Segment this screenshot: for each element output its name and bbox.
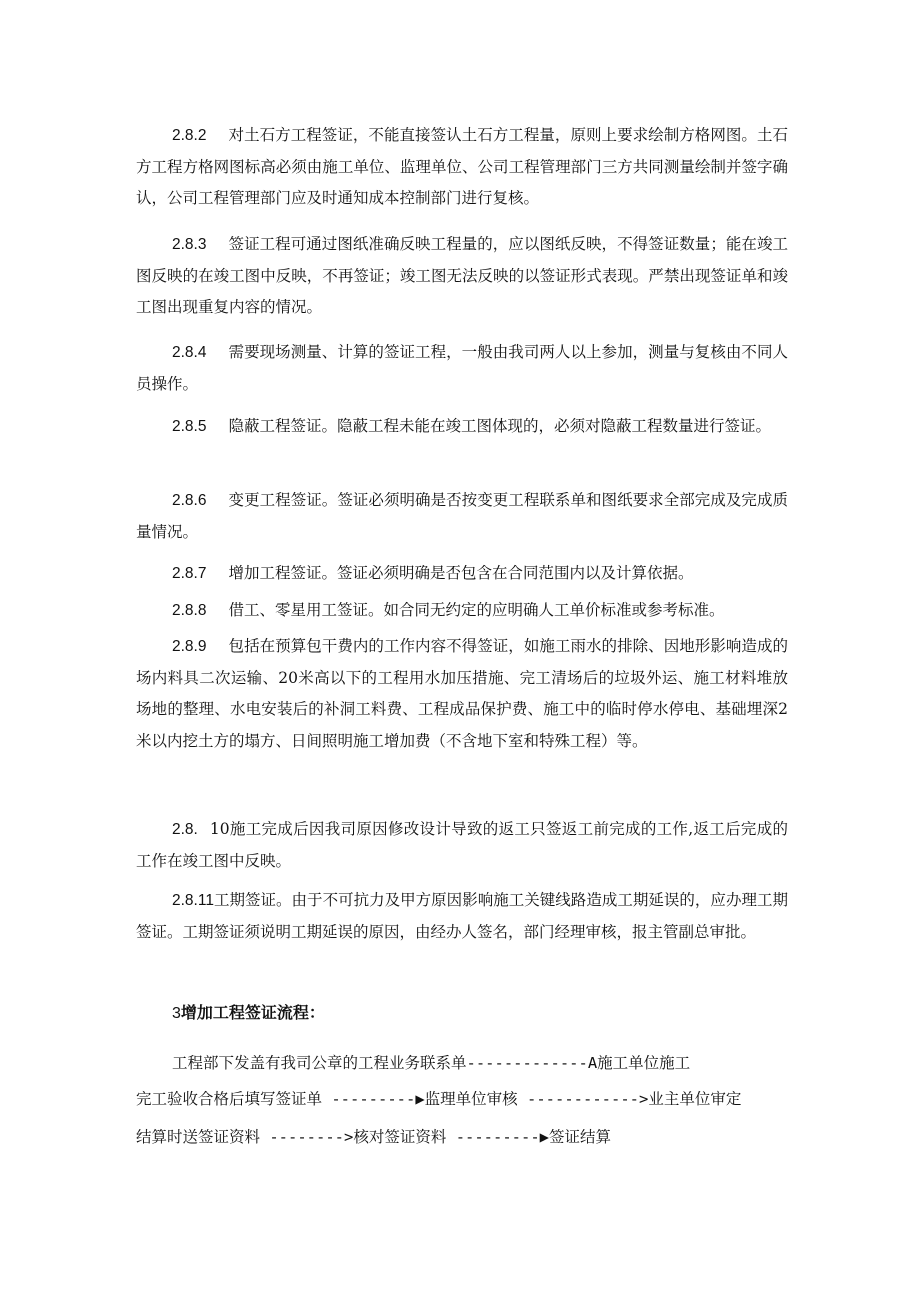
flow-arrow: -------------A [466,1054,598,1072]
section-text: 需要现场测量、计算的签证工程，一般由我司两人以上参加，测量与复核由不同人员操作。 [136,343,788,393]
flow-step: 签证结算 [549,1128,612,1146]
section-2-8-3 [136,229,788,324]
section-2-8-9 [136,631,788,757]
flow-step: 工程部下发盖有我司公章的工程业务联系单 [172,1054,467,1072]
section-number: 2.8.7 [172,565,207,582]
section-2-8-4 [136,337,788,400]
heading-text: 增加工程签证流程： [180,1003,325,1022]
section-2-8-11 [136,885,788,948]
flow-step: 结算时送签证资料 [136,1128,261,1146]
section-number: 2.8.3 [172,236,207,253]
flow-arrow: ------------> [517,1090,649,1108]
section-2-8-8 [136,595,788,627]
section-heading-3 [172,1000,325,1027]
flow-line-3 [136,1124,836,1150]
section-2-8-10 [136,814,788,877]
section-2-8-6 [136,485,788,548]
section-text: 签证工程可通过图纸准确反映工程量的，应以图纸反映，不得签证数量；能在竣工图反映的在竣工图中反映，不再签证；竣工图无法反映的以签证形式表现。严禁出现签证单和竣工图出现重复内容的情况。 [136,235,788,316]
section-number: 2.8.8 [172,602,207,619]
flow-step: 核对签证资料 [353,1128,447,1146]
heading-number: 3 [172,1005,181,1022]
section-number: 2.8.5 [172,418,207,435]
section-2-8-2 [136,120,788,215]
flow-step: 业主单位审定 [648,1090,742,1108]
flow-step: 施工单位施工 [597,1054,691,1072]
section-text: 借工、零星用工签证。如合同无约定的应明确人工单价标准或参考标准。 [228,601,725,619]
flow-step: 完工验收合格后填写签证单 [136,1090,323,1108]
section-number: 2.8.6 [172,492,207,509]
flow-arrow: --------> [260,1128,354,1146]
flow-arrow: ---------▶ [446,1128,550,1146]
section-2-8-5 [136,411,788,443]
section-number: 2.8.11 [172,892,214,909]
flow-step: 监理单位审核 [424,1090,518,1108]
flow-line-2 [136,1086,836,1112]
section-text: 隐蔽工程签证。隐蔽工程未能在竣工图体现的，必须对隐蔽工程数量进行签证。 [228,417,771,435]
flow-arrow: ---------▶ [322,1090,425,1108]
section-text: 工期签证。由于不可抗力及甲方原因影响施工关键线路造成工期延误的，应办理工期签证。工期签证须说明工期延误的原因，由经办人签名，部门经理审核，报主管副总审批。 [136,891,788,941]
section-number: 2.8.9 [172,638,207,655]
section-number: 2.8. [172,821,198,838]
section-number: 2.8.4 [172,344,207,361]
section-text: 对土石方工程签证，不能直接签认土石方工程量，原则上要求绘制方格网图。土石方工程方格网图标高必须由施工单位、监理单位、公司工程管理部门三方共同测量绘制并签字确认，公司工程管理部门应及时通知成本控制部门进行复核。 [136,126,788,207]
section-2-8-7 [136,558,788,590]
flow-line-1 [172,1050,872,1076]
section-text: 变更工程签证。签证必须明确是否按变更工程联系单和图纸要求全部完成及完成质量情况。 [136,491,788,541]
section-text: 包括在预算包干费内的工作内容不得签证，如施工雨水的排除、因地形影响造成的场内料具二次运输、20米高以下的工程用水加压措施、完工清场后的垃圾外运、施工材料堆放场地的整理、水电安装后的补洞工料费、工程成品保护费、施工中的临时停水停电、基础埋深2米以内挖土方的塌方、日间照明施工增加费（不含地下室和特殊工程）等。 [136,637,788,750]
section-number: 2.8.2 [172,127,207,144]
section-text: 增加工程签证。签证必须明确是否包含在合同范围内以及计算依据。 [228,564,694,582]
section-text: 10施工完成后因我司原因修改设计导致的返工只签返工前完成的工作,返工后完成的工作在竣工图中反映。 [136,820,788,870]
